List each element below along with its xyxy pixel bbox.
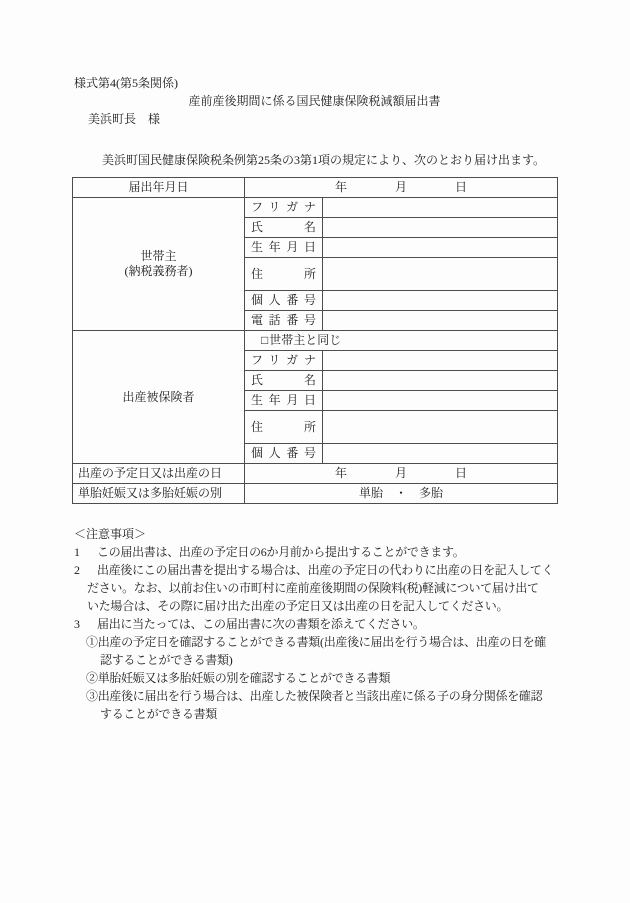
note-line: することができる書類 — [100, 707, 218, 721]
householder-personal-number-input[interactable] — [323, 291, 558, 311]
householder-phone-label: 電話番号 — [245, 311, 323, 331]
note-line: ださい。なお、以前お住いの市町村に産前産後期間の保険料(税)軽減について届け出て — [87, 581, 539, 595]
note-line — [72, 561, 557, 579]
note-line: ②単胎妊娠又は多胎妊娠の別を確認することができる書類 — [86, 671, 391, 685]
householder-phone-input[interactable] — [323, 311, 558, 331]
note-line: ③出産後に届出を行う場合は、出産した被保険者と当該出産に係る子の身分関係を確認 — [86, 689, 543, 703]
insured-personal-number-input[interactable] — [323, 444, 558, 464]
notes-heading: ＜注意事項＞ — [74, 527, 147, 541]
note-line: 認することができる書類) — [100, 653, 233, 667]
notification-form-table — [72, 177, 558, 504]
insured-name-input[interactable] — [323, 371, 558, 391]
note-text: 届出に当たっては、この届出書に次の書類を添えてください。 — [97, 617, 425, 631]
householder-section-label — [73, 198, 245, 331]
note-number: 2 — [74, 563, 80, 577]
note-line: ①出産の予定日を確認することができる書類(出産後に届出を行う場合は、出産の日を確 — [86, 635, 547, 649]
householder-furigana-label: フリガナ — [245, 198, 323, 218]
insured-furigana-input[interactable] — [323, 351, 558, 371]
note-number: 3 — [74, 617, 80, 631]
due-date-label: 出産の予定日又は出産の日 — [73, 464, 245, 484]
page-title: 産前産後期間に係る国民健康保険税減額届出書 — [188, 94, 441, 108]
householder-title-line1: 世帯主 — [140, 249, 177, 263]
birth-insured-section-label: 出産被保険者 — [73, 331, 245, 464]
table-row — [73, 178, 558, 198]
table-row — [73, 484, 558, 504]
same-as-householder-label: 世帯主と同じ — [269, 333, 342, 347]
insured-furigana-label: フリガナ — [245, 351, 323, 371]
table-row — [73, 198, 558, 218]
householder-personal-number-label: 個人番号 — [245, 291, 323, 311]
householder-birthdate-input[interactable] — [323, 238, 558, 258]
addressee-line: 美浜町長 様 — [88, 112, 161, 126]
householder-title-line2: (納税義務者) — [124, 264, 193, 278]
note-line: いた場合は、その際に届け出た出産の予定日又は出産の日を記入してください。 — [87, 599, 509, 613]
table-row — [73, 331, 558, 351]
form-code: 様式第4(第5条関係) — [74, 76, 178, 90]
householder-address-label: 住所 — [245, 258, 323, 291]
householder-birthdate-label: 生年月日 — [245, 238, 323, 258]
same-as-householder-checkbox[interactable]: □ — [261, 333, 269, 347]
householder-address-input[interactable] — [323, 258, 558, 291]
insured-personal-number-label: 個人番号 — [245, 444, 323, 464]
due-date-field[interactable]: 年 月 日 — [245, 464, 558, 484]
notes-section — [72, 525, 557, 723]
pregnancy-type-label: 単胎妊娠又は多胎妊娠の別 — [73, 484, 245, 504]
note-number: 1 — [74, 545, 80, 559]
table-row — [73, 464, 558, 484]
pregnancy-type-field[interactable]: 単胎 ・ 多胎 — [245, 484, 558, 504]
note-text: 出産後にこの届出書を提出する場合は、出産の予定日の代わりに出産の日を記入してく — [97, 563, 554, 577]
insured-address-input[interactable] — [323, 411, 558, 444]
insured-name-label: 氏名 — [245, 371, 323, 391]
intro-statement: 美浜町国民健康保険税条例第25条の3第1項の規定により、次のとおり届け出ます。 — [102, 153, 546, 167]
note-line — [72, 615, 557, 633]
insured-birthdate-input[interactable] — [323, 391, 558, 411]
same-as-householder-row — [245, 331, 558, 351]
notification-date-label: 届出年月日 — [73, 178, 245, 198]
householder-furigana-input[interactable] — [323, 198, 558, 218]
householder-name-label: 氏名 — [245, 218, 323, 238]
insured-address-label: 住所 — [245, 411, 323, 444]
insured-birthdate-label: 生年月日 — [245, 391, 323, 411]
note-text: この届出書は、出産の予定日の6か月前から提出することができます。 — [97, 545, 465, 559]
note-line — [72, 543, 557, 561]
notification-date-field[interactable]: 年 月 日 — [245, 178, 558, 198]
householder-name-input[interactable] — [323, 218, 558, 238]
